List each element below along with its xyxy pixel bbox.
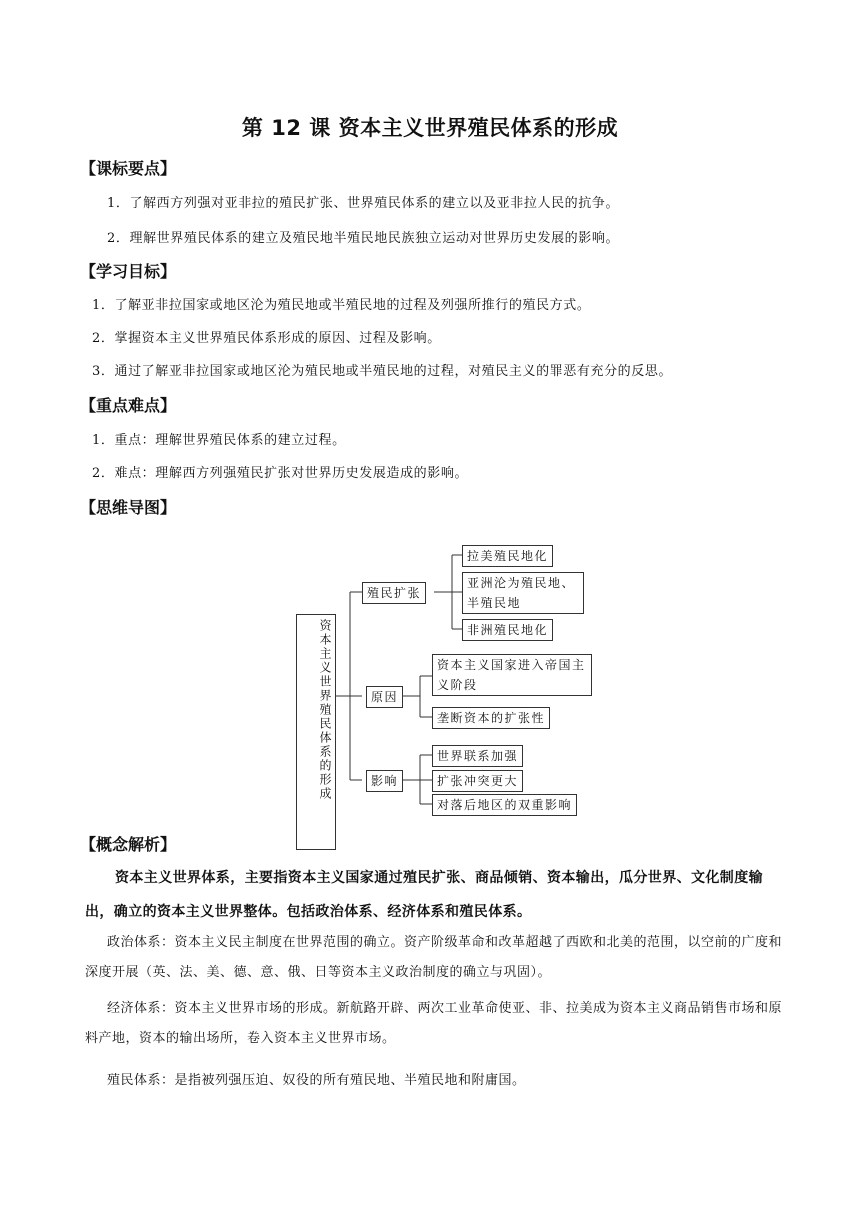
leaf-chongtu: 扩张冲突更大 bbox=[432, 770, 523, 792]
kebiao-item-2: 2．理解世界殖民体系的建立及殖民地半殖民地民族独立运动对世界历史发展的影响。 bbox=[107, 231, 620, 246]
page-title: 第 12 课 资本主义世界殖民体系的形成 bbox=[241, 116, 619, 140]
leaf-shuangchong: 对落后地区的双重影响 bbox=[432, 794, 577, 816]
concept-politics: 政治体系：资本主义民主制度在世界范围的确立。资产阶级革命和改革超越了西欧和北美的范围，以空前的广度和深度开展（英、法、美、德、意、俄、日等资本主义政治制度的确立与巩固）。 bbox=[85, 935, 783, 980]
leaf-diguozhuyi: 资本主义国家进入帝国主义阶段 bbox=[432, 654, 592, 696]
mind-map bbox=[296, 540, 596, 820]
concept-economy: 经济体系：资本主义世界市场的形成。新航路开辟、两次工业革命使亚、非、拉美成为资本主义商品销售市场和原料产地，资本的输出场所，卷入资本主义世界市场。 bbox=[85, 1001, 783, 1046]
leaf-feizhou: 非洲殖民地化 bbox=[462, 619, 553, 641]
leaf-longduan: 垄断资本的扩张性 bbox=[432, 707, 550, 729]
concept-intro: 资本主义世界体系，主要指资本主义国家通过殖民扩张、商品倾销、资本输出，瓜分世界、文化制度输出，确立的资本主义世界整体。包括政治体系、经济体系和殖民体系。 bbox=[85, 870, 763, 920]
zhongdian-item-2: 2．难点：理解西方列强殖民扩张对世界历史发展造成的影响。 bbox=[92, 466, 469, 481]
branch-zhimin-kuozhang: 殖民扩张 bbox=[362, 582, 426, 604]
branch-yuanyin: 原因 bbox=[366, 686, 403, 708]
concept-colonial: 殖民体系：是指被列强压迫、奴役的所有殖民地、半殖民地和附庸国。 bbox=[107, 1073, 526, 1088]
mubiao-item-3: 3．通过了解亚非拉国家或地区沦为殖民地或半殖民地的过程，对殖民主义的罪恶有充分的反思。 bbox=[92, 364, 673, 379]
kebiao-item-1: 1．了解西方列强对亚非拉的殖民扩张、世界殖民体系的建立以及亚非拉人民的抗争。 bbox=[107, 196, 620, 211]
leaf-lamei: 拉美殖民地化 bbox=[462, 545, 553, 567]
mind-map-root: 资本主义世界殖民体系的形成 bbox=[296, 614, 336, 850]
mubiao-item-1: 1．了解亚非拉国家或地区沦为殖民地或半殖民地的过程及列强所推行的殖民方式。 bbox=[92, 298, 591, 313]
section-heading-siwei: 【思维导图】 bbox=[80, 498, 177, 517]
mubiao-item-2: 2．掌握资本主义世界殖民体系形成的原因、过程及影响。 bbox=[92, 331, 441, 346]
section-heading-zhongdian: 【重点难点】 bbox=[80, 396, 177, 415]
section-heading-gainian: 【概念解析】 bbox=[80, 835, 177, 854]
branch-yingxiang: 影响 bbox=[366, 770, 403, 792]
zhongdian-item-1: 1．重点：理解世界殖民体系的建立过程。 bbox=[92, 433, 346, 448]
leaf-lianxi: 世界联系加强 bbox=[432, 745, 523, 767]
leaf-yazhou: 亚洲沦为殖民地、半殖民地 bbox=[462, 572, 584, 614]
section-heading-kebiao: 【课标要点】 bbox=[80, 159, 177, 178]
section-heading-mubiao: 【学习目标】 bbox=[80, 262, 177, 281]
